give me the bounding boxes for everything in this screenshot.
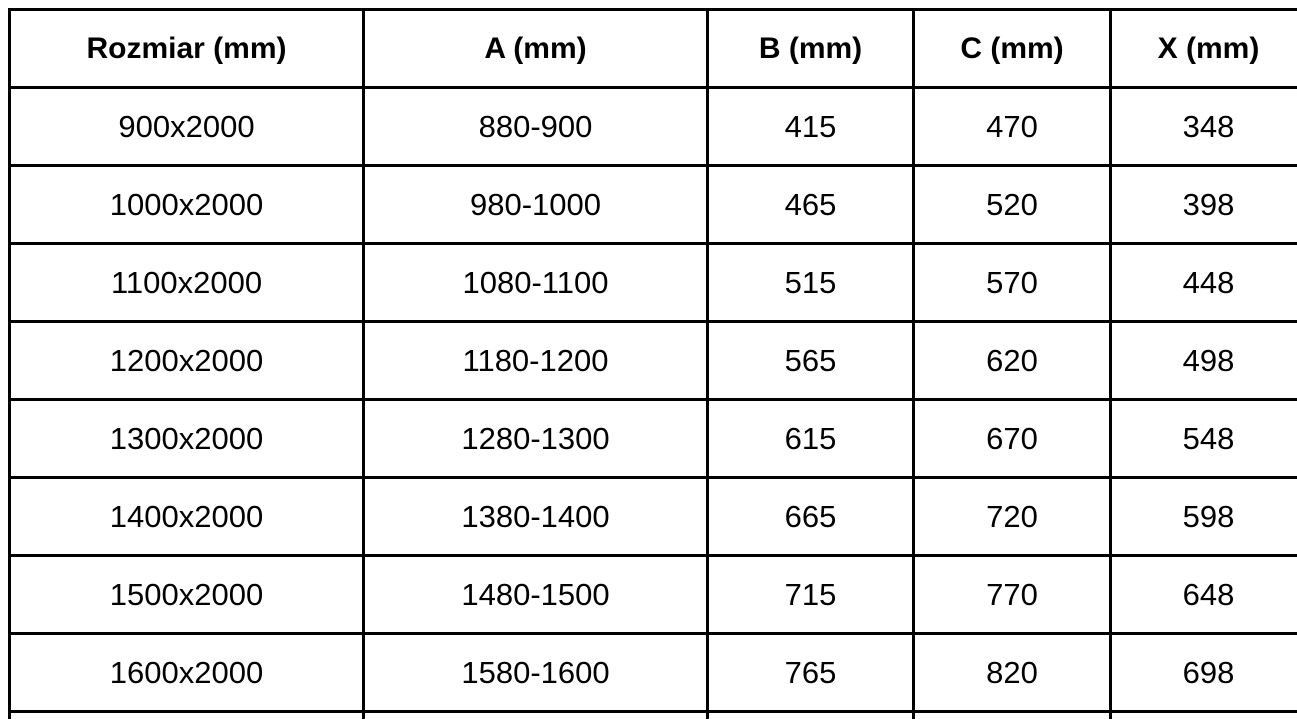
cutoff-cell <box>1111 712 1297 719</box>
table-cell: 1080-1100 <box>364 244 708 322</box>
table-cell: 520 <box>914 166 1111 244</box>
table-cell: 880-900 <box>364 88 708 166</box>
table-cell: 348 <box>1111 88 1297 166</box>
table-cell: 1580-1600 <box>364 634 708 712</box>
table-cell: 565 <box>708 322 914 400</box>
table-row <box>10 556 1297 634</box>
table-row <box>10 88 1297 166</box>
table-cell: 665 <box>708 478 914 556</box>
table-cell: 980-1000 <box>364 166 708 244</box>
table-row <box>10 244 1297 322</box>
table-cell: 448 <box>1111 244 1297 322</box>
cutoff-cell <box>364 712 708 719</box>
table-cell: 765 <box>708 634 914 712</box>
table-header <box>10 10 1297 88</box>
size-table <box>8 8 1297 719</box>
table-cell: 1500x2000 <box>10 556 364 634</box>
column-header-0: Rozmiar (mm) <box>10 10 364 88</box>
table-cell: 1600x2000 <box>10 634 364 712</box>
table-cell: 770 <box>914 556 1111 634</box>
table-body <box>10 88 1297 719</box>
table-cell: 1480-1500 <box>364 556 708 634</box>
table-cell: 670 <box>914 400 1111 478</box>
cutoff-cell <box>914 712 1111 719</box>
table-cell: 515 <box>708 244 914 322</box>
table-cell: 720 <box>914 478 1111 556</box>
column-header-1: A (mm) <box>364 10 708 88</box>
table-cell: 1300x2000 <box>10 400 364 478</box>
column-header-3: C (mm) <box>914 10 1111 88</box>
table-row <box>10 322 1297 400</box>
table-cell: 900x2000 <box>10 88 364 166</box>
table-cell: 470 <box>914 88 1111 166</box>
table-row <box>10 478 1297 556</box>
cutoff-cell <box>708 712 914 719</box>
table-cell: 648 <box>1111 556 1297 634</box>
table-cell: 1200x2000 <box>10 322 364 400</box>
table-cell: 465 <box>708 166 914 244</box>
column-header-2: B (mm) <box>708 10 914 88</box>
cutoff-cell <box>10 712 364 719</box>
table-cell: 548 <box>1111 400 1297 478</box>
table-cell: 1400x2000 <box>10 478 364 556</box>
cutoff-row <box>10 712 1297 719</box>
table-cell: 598 <box>1111 478 1297 556</box>
table-row <box>10 166 1297 244</box>
table-cell: 1100x2000 <box>10 244 364 322</box>
table-cell: 415 <box>708 88 914 166</box>
table-cell: 620 <box>914 322 1111 400</box>
table-cell: 715 <box>708 556 914 634</box>
table-cell: 1280-1300 <box>364 400 708 478</box>
table-cell: 398 <box>1111 166 1297 244</box>
table-cell: 820 <box>914 634 1111 712</box>
table-row <box>10 400 1297 478</box>
column-header-4: X (mm) <box>1111 10 1297 88</box>
table-cell: 615 <box>708 400 914 478</box>
header-row <box>10 10 1297 88</box>
table-cell: 1180-1200 <box>364 322 708 400</box>
table-cell: 1000x2000 <box>10 166 364 244</box>
table-cell: 1380-1400 <box>364 478 708 556</box>
table-cell: 570 <box>914 244 1111 322</box>
table-cell: 698 <box>1111 634 1297 712</box>
table-cell: 498 <box>1111 322 1297 400</box>
table-row <box>10 634 1297 712</box>
